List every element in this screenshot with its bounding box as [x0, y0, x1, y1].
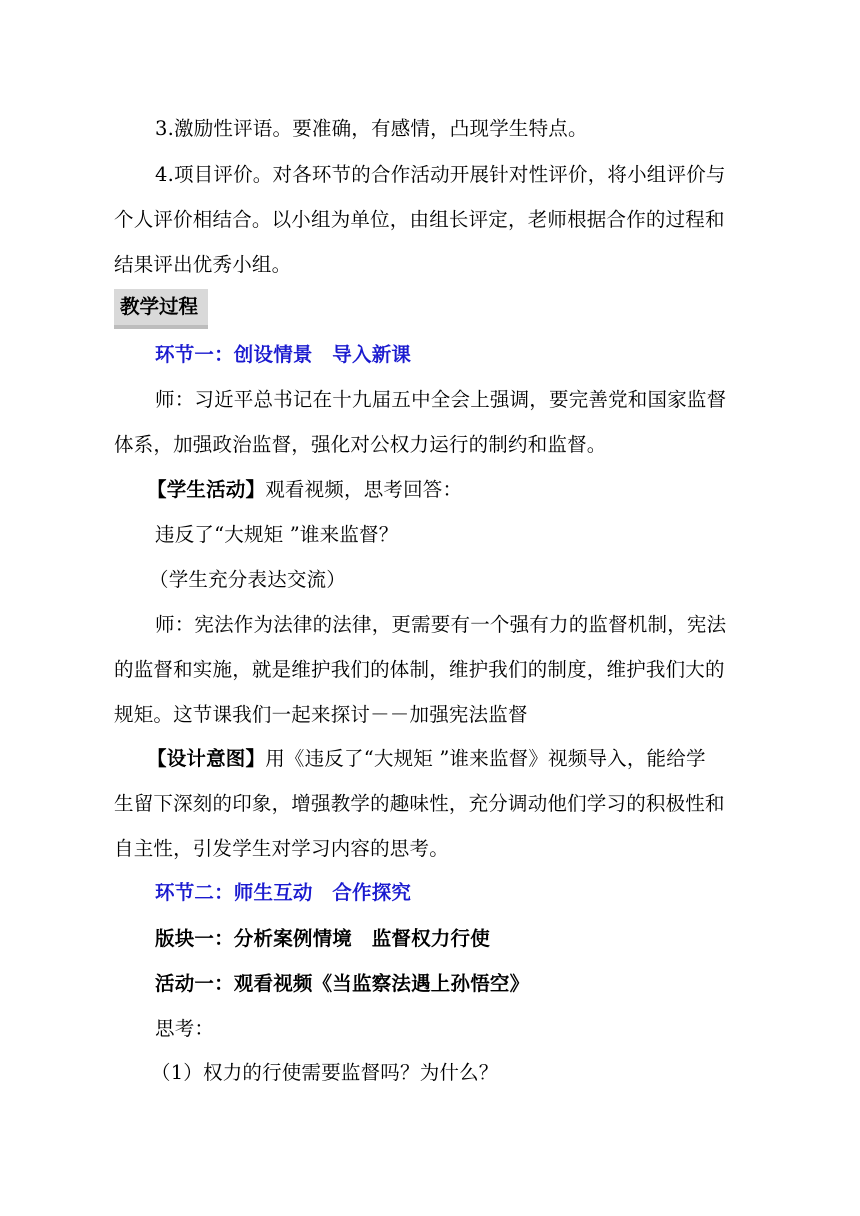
- paragraph-evaluation-4-line3: 结果评出优秀小组。: [114, 253, 292, 276]
- teacher-speech-2-line1: 师：宪法作为法律的法律，更需要有一个强有力的监督机制，宪法: [155, 613, 727, 636]
- student-activity-label: 【学生活动】: [147, 478, 266, 501]
- section-heading-box: [114, 289, 208, 329]
- section-heading: 教学过程: [120, 295, 199, 318]
- teacher-speech-1-line2: 体系，加强政治监督，强化对公权力运行的制约和监督。: [114, 433, 607, 456]
- paragraph-evaluation-4-line1: 4.项目评价。对各环节的合作活动开展针对性评价，将小组评价与: [155, 163, 726, 186]
- teacher-speech-2-line2: 的监督和实施，就是维护我们的体制，维护我们的制度，维护我们大的: [114, 658, 725, 681]
- question-text: 违反了“大规矩 ”谁来监督？: [155, 523, 399, 546]
- stage2-title: 环节二：师生互动 合作探究: [155, 881, 412, 904]
- paragraph-evaluation-4-line2: 个人评价相结合。以小组为单位，由组长评定，老师根据合作的过程和: [114, 208, 725, 231]
- stage1-title: 环节一：创设情景 导入新课: [155, 343, 412, 366]
- student-activity-text: 观看视频，思考回答：: [265, 478, 463, 501]
- design-intent-text: 用《违反了“大规矩 ”谁来监督》视频导入，能给学: [265, 747, 706, 770]
- teacher-speech-1-line1: 师：习近平总书记在十九届五中全会上强调，要完善党和国家监督: [155, 388, 727, 411]
- design-intent-line2: 生留下深刻的印象，增强教学的趣味性，充分调动他们学习的积极性和: [114, 792, 725, 815]
- question-1: （1）权力的行使需要监督吗？为什么？: [151, 1061, 499, 1084]
- think-label: 思考：: [155, 1017, 215, 1040]
- activity1-title: 活动一：观看视频《当监察法遇上孙悟空》: [155, 972, 530, 995]
- teacher-speech-2-line3: 规矩。这节课我们一起来探讨－－加强宪法监督: [114, 703, 528, 726]
- student-note: （学生充分表达交流）: [149, 568, 347, 591]
- design-intent-line3: 自主性，引发学生对学习内容的思考。: [114, 837, 449, 860]
- design-intent-line1: [147, 745, 787, 773]
- design-intent-label: 【设计意图】: [147, 747, 266, 770]
- paragraph-evaluation-3: 3.激励性评语。要准确，有感情，凸现学生特点。: [155, 117, 588, 140]
- student-activity: [147, 476, 787, 504]
- block1-title: 版块一：分析案例情境 监督权力行使: [155, 927, 490, 950]
